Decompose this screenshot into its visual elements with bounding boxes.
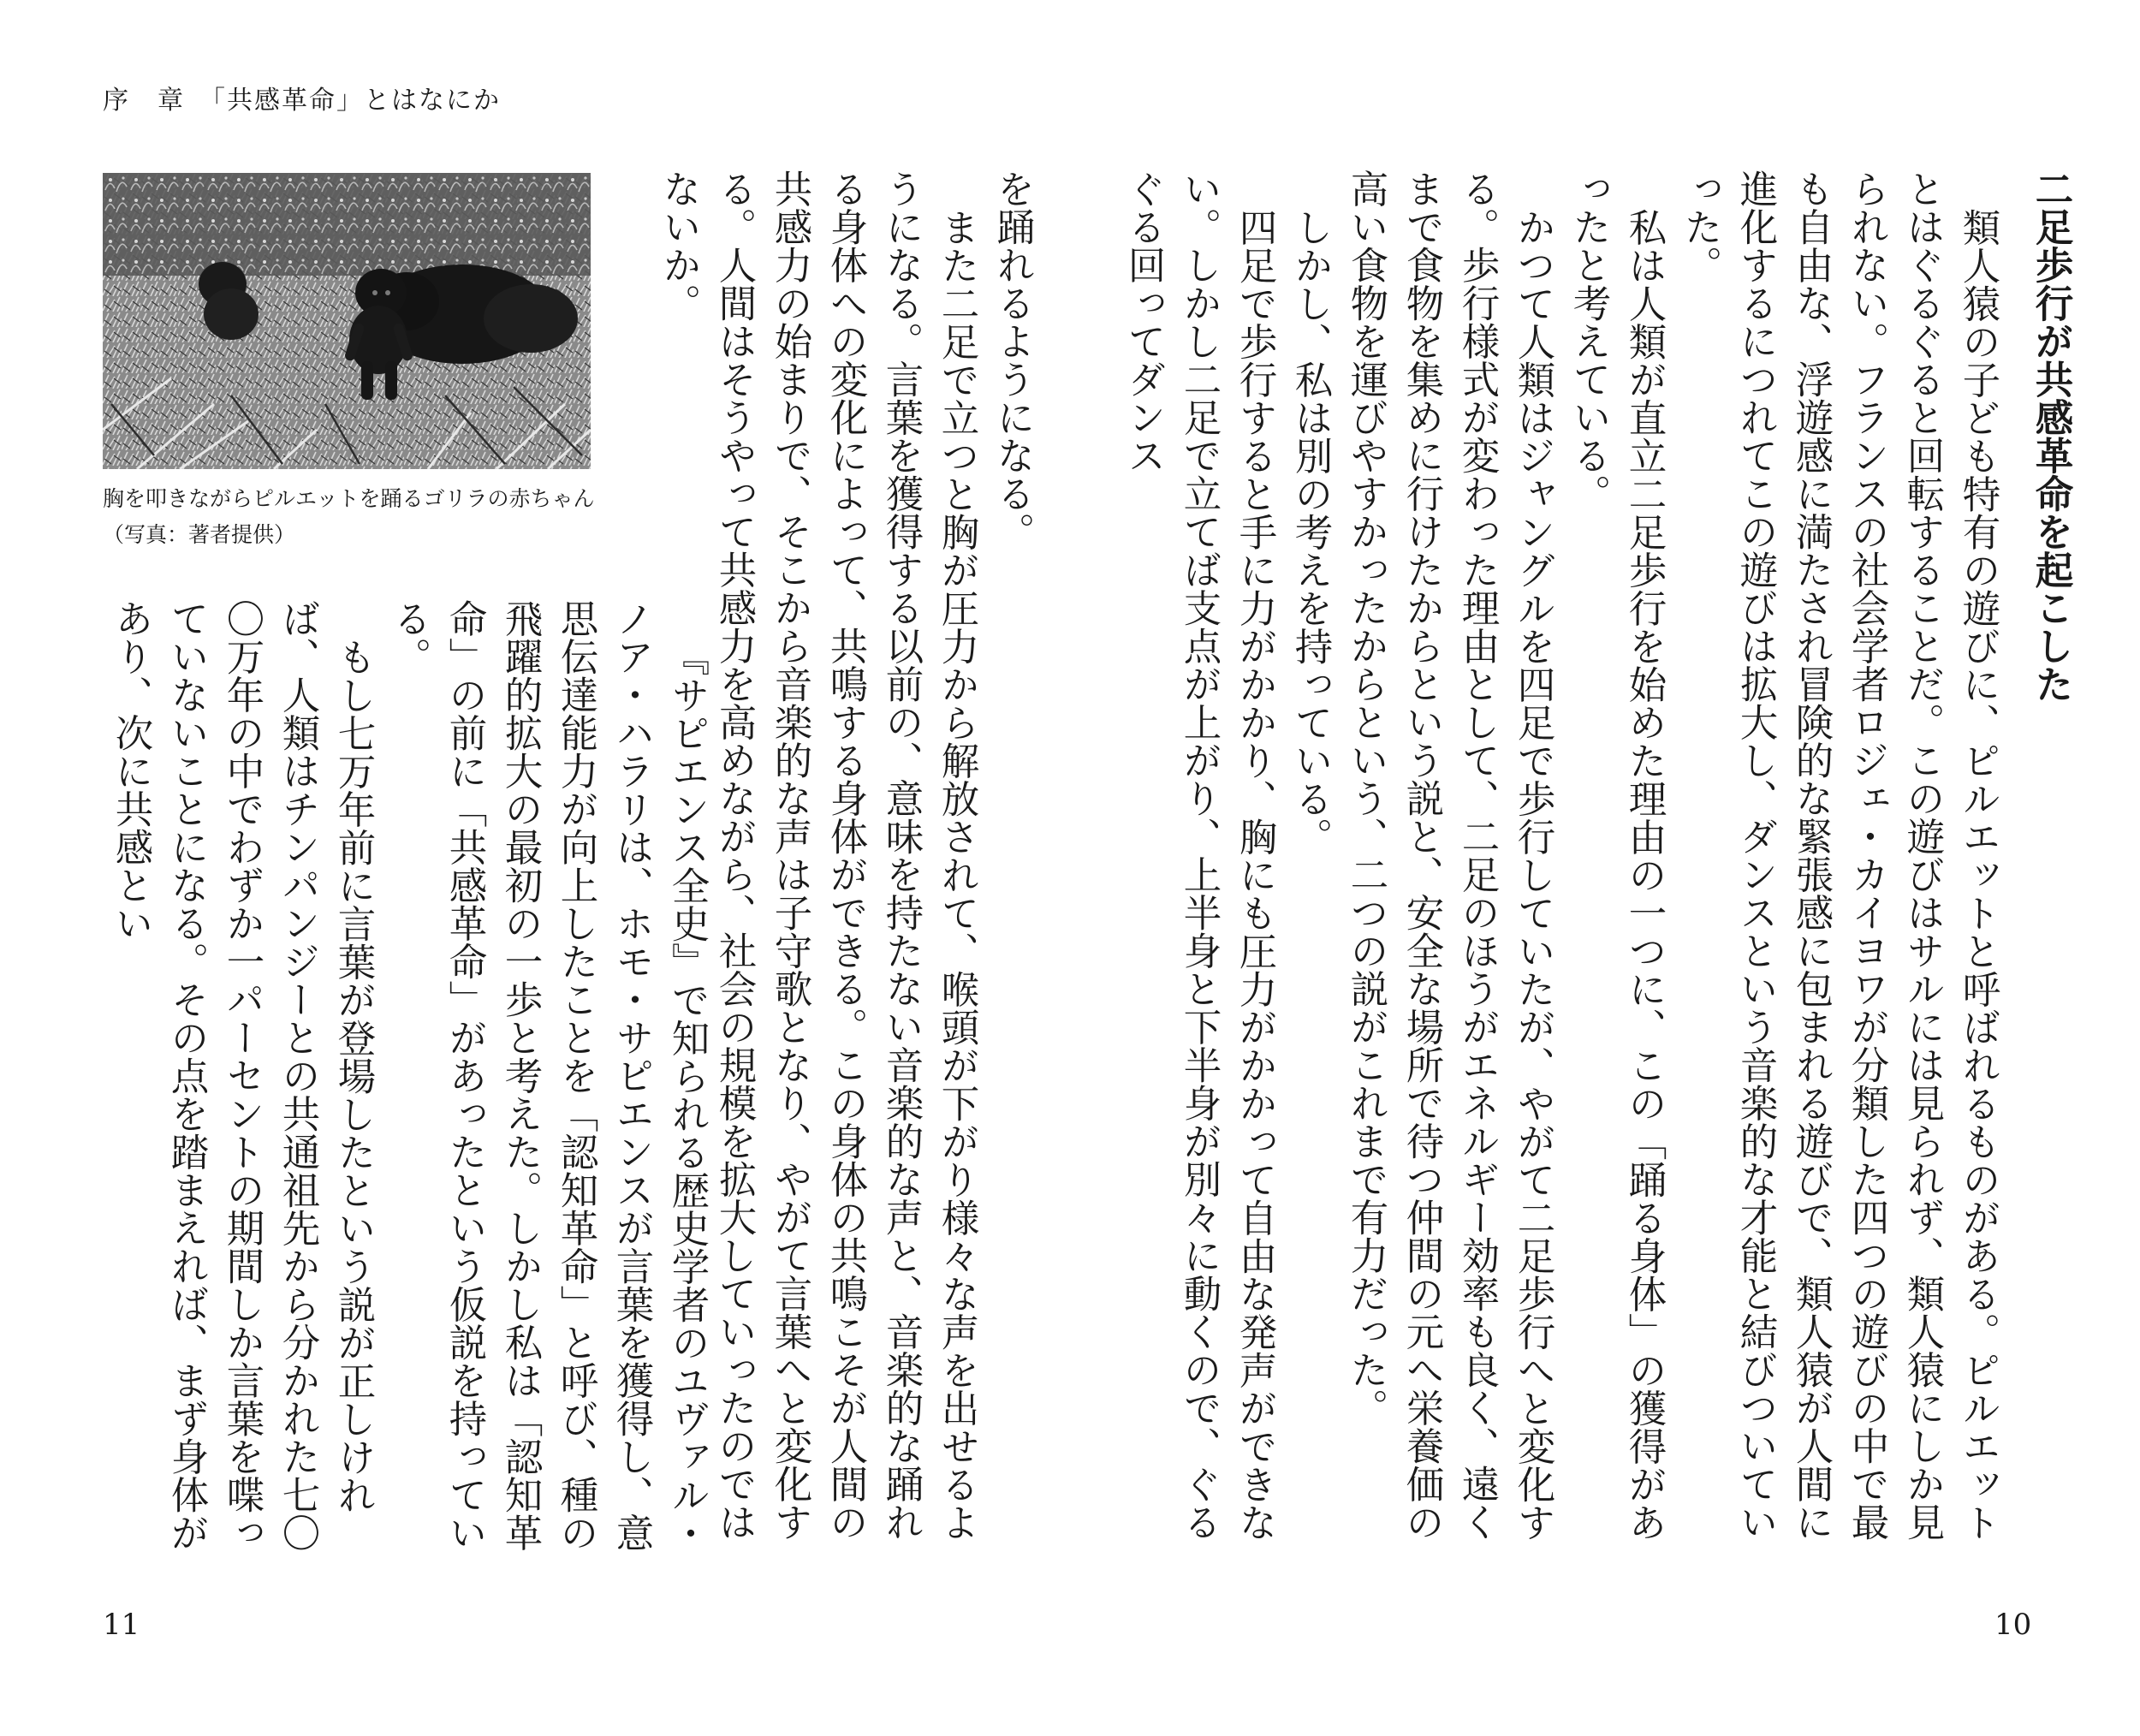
photo-caption-line2: （写真：著者提供） [103,522,296,547]
running-head: 序 章 「共感革命」とはなにか [103,86,501,116]
right-paragraph-5: 四足で歩行すると手に力がかかり、胸にも圧力がかかって自由な発声ができない。しかし二足で立てば支点が上がり、上半身と下半身が別々に動くので、ぐるぐる回ってダンス [1121,169,1276,1541]
left-page-lower-text [103,599,715,1575]
left-paragraph-2: また二足で立つと胸が圧力から解放されて、喉頭が下がり様々な声を出せるようになる。言葉を獲得する以前の、意味を持たない音楽的な声と、音楽的な踊れる身体への変化によって、共鳴する身体ができる。この身体の共鳴こそが人間の共感力の始まりで、そこから音楽的な声は子守歌となり、やがて言葉へと変化する。人間はそうやって共感力を高めながら、社会の規模を拡大していったのではないか。 [657,169,978,1541]
section-heading: 二足歩行が共感革命を起こした [2029,169,2072,703]
right-paragraph-4: しかし、私は別の考えを持っている。 [1288,207,1332,855]
right-paragraph-1: 類人猿の子ども特有の遊びに、ピルエットと呼ばれるものがある。ピルエットとはぐるぐると回転することだ。この遊びはサルには見られず、類人猿にしか見られない。フランスの社会学者ロジェ・カイヨワが分類した四つの遊びの中で最も自由な、浮遊感に満たされ冒険的な緊張感に包まれる遊びで、類人猿が人間に進化するにつれてこの遊びは拡大し、ダンスという音楽的な才能と結びついていった。 [1678,169,2000,1541]
gorilla-photo [103,173,591,469]
right-page-text [1115,169,2078,1573]
right-paragraph-2: 私は人類が直立二足歩行を始めた理由の一つに、この「踊る身体」の獲得があったと考えている。 [1566,169,1666,1541]
gorilla-photo-image [103,173,591,469]
right-paragraph-3: かつて人類はジャングルを四足で歩行していたが、やがて二足歩行へと変化する。歩行様式が変わった理由として、二足のほうがエネルギー効率も良く、遠くまで食物を集めに行けたからという説と、安全な場所で待つ仲間の元へ栄養価の高い食物を運びやすかったからという、二つの説がこれまで有力だった。 [1344,169,1554,1541]
left-paragraph-3: 『サピエンス全史』で知られる歴史学者のユヴァル・ノア・ハラリは、ホモ・サピエンスが言葉を獲得し、意思伝達能力が向上したことを「認知革命」と呼び、種の飛躍的拡大の最初の一歩と考えた。しかし私は「認知革命」の前に「共感革命」があったという仮説を持っている。 [387,599,709,1552]
left-paragraph-4: もし七万年前に言葉が登場したという説が正しければ、人類はチンパンジーとの共通祖先から分かれた七〇〇万年の中でわずか一パーセントの期間しか言葉を喋っていないことになる。その点を踏まえれば、まず身体があり、次に共感とい [109,599,375,1552]
photo-caption [103,481,608,553]
page-number-left: 11 [103,1608,140,1642]
page-number-right: 10 [1994,1608,2032,1642]
photo-caption-line1: 胸を叩きながらピルエットを踊るゴリラの赤ちゃん [103,486,595,511]
left-paragraph-1: を踊れるようになる。 [990,169,1034,550]
